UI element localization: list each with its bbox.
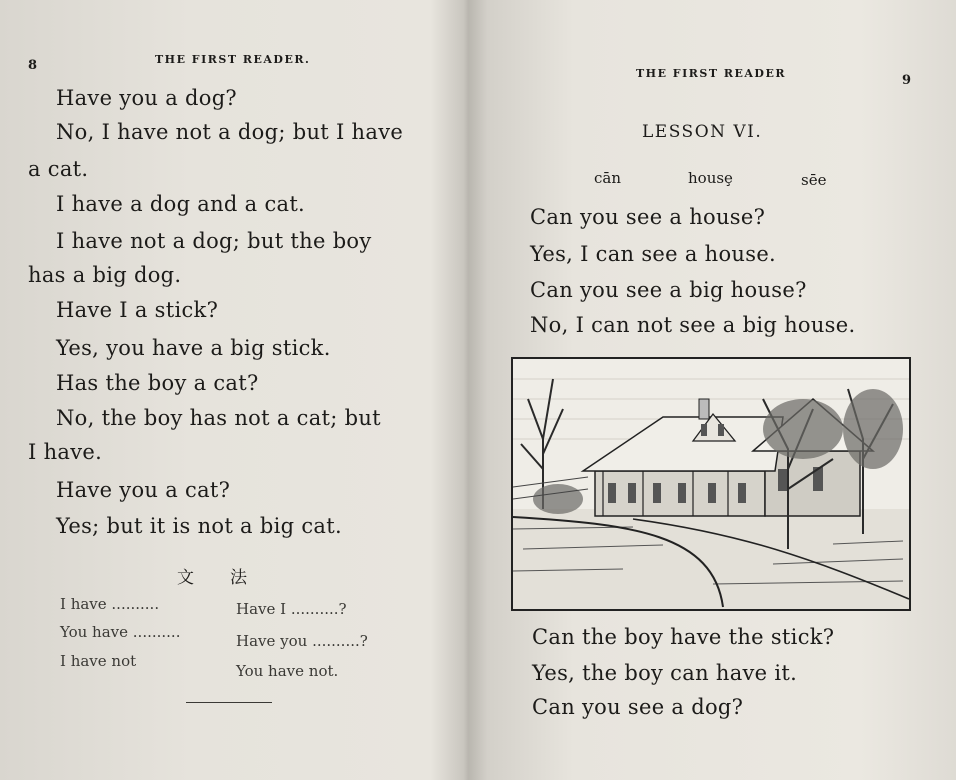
text-line: Yes, I can see a house.	[530, 242, 777, 266]
grammar-item: You have ..........	[60, 623, 181, 641]
text-line: Have I a stick?	[56, 298, 219, 322]
text-line: No, I have not a dog; but I have	[56, 120, 404, 144]
vocab-word: sēe	[801, 171, 827, 189]
left-page	[0, 0, 462, 780]
page-number-left: 8	[28, 58, 38, 73]
house-engraving-icon	[511, 357, 911, 611]
text-line: Have you a cat?	[56, 478, 231, 502]
text-line: No, I can not see a big house.	[530, 313, 856, 337]
text-line: I have not a dog; but the boy	[56, 229, 372, 253]
grammar-item: You have not.	[236, 662, 339, 680]
grammar-item: Have I ..........?	[236, 600, 347, 618]
grammar-item: Have you ..........?	[236, 632, 368, 650]
text-line: Has the boy a cat?	[56, 371, 259, 395]
text-line: has a big dog.	[28, 263, 182, 287]
vocab-word: cān	[594, 169, 622, 187]
lesson-title: LESSON VI.	[642, 122, 763, 142]
text-line: No, the boy has not a cat; but	[56, 406, 381, 430]
text-line: Can the boy have the stick?	[532, 625, 835, 649]
text-line: Yes, you have a big stick.	[56, 336, 331, 360]
grammar-item: I have not	[60, 652, 137, 670]
end-rule	[186, 702, 272, 703]
running-head-left: THE FIRST READER.	[155, 53, 311, 66]
text-line: Can you see a dog?	[532, 695, 744, 719]
running-head-right: THE FIRST READER	[636, 67, 786, 80]
text-line: Yes; but it is not a big cat.	[56, 514, 342, 538]
right-page	[462, 0, 956, 780]
grammar-title: 文法	[177, 568, 283, 588]
vocab-word: housȩ	[688, 169, 733, 187]
text-line: Can you see a big house?	[530, 278, 807, 302]
text-line: Have you a dog?	[56, 86, 237, 110]
text-line: I have.	[28, 440, 103, 464]
text-line: Yes, the boy can have it.	[532, 661, 798, 685]
text-line: Can you see a house?	[530, 205, 766, 229]
page-number-right: 9	[902, 73, 912, 88]
text-line: a cat.	[28, 157, 89, 181]
text-line: I have a dog and a cat.	[56, 192, 306, 216]
grammar-item: I have ..........	[60, 595, 160, 613]
